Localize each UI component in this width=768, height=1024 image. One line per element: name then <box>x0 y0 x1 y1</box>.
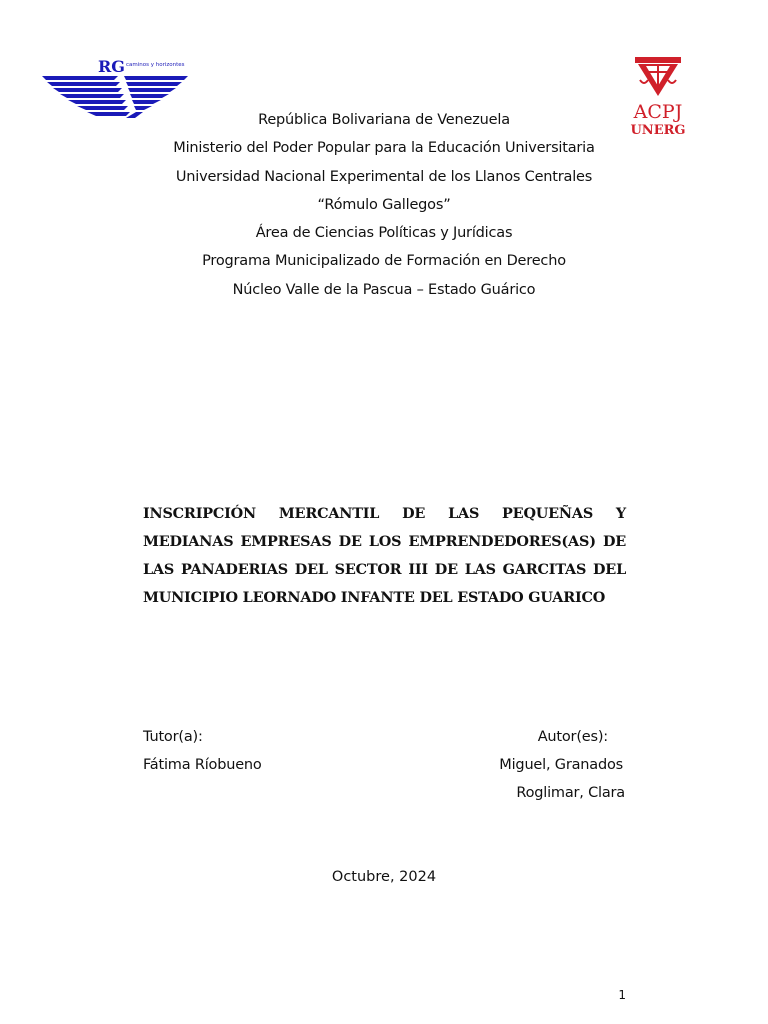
author-name: Miguel, Granados <box>499 757 623 773</box>
header-line: Programa Municipalizado de Formación en Derecho <box>202 253 566 270</box>
logo-right-text-acpj: ACPJ <box>633 101 683 123</box>
page-number: 1 <box>618 988 626 1002</box>
institution-header <box>0 106 768 304</box>
logo-left-text: caminos y horizontes <box>126 62 185 68</box>
document-title: INSCRIPCIÓN MERCANTIL DE LAS PEQUEÑAS Y MEDIANAS EMPRESAS DE LOS EMPRENDEDORES(AS) DE LAS PANADERIAS DEL SECTOR III DE LAS GARCITAS DEL MUNICIPIO LEORNADO INFANTE DEL ESTADO GUARICO <box>143 505 626 606</box>
header-line: República Bolivariana de Venezuela <box>258 112 510 128</box>
header-line: Universidad Nacional Experimental de los Llanos Centrales <box>175 168 593 185</box>
authors-label: Autor(es): <box>537 729 608 745</box>
header-line: “Rómulo Gallegos” <box>317 196 451 213</box>
header-line: Área de Ciencias Políticas y Jurídicas <box>255 225 513 242</box>
author-name: Roglimar, Clara <box>516 785 625 801</box>
logo-right-text-unerg: UNERG <box>630 123 686 138</box>
svg-text:RG: RG <box>98 57 125 76</box>
tutor-label: Tutor(a): <box>143 729 203 745</box>
header-line: Ministerio del Poder Popular para la Educación Universitaria <box>173 140 595 157</box>
header-line: Núcleo Valle de la Pascua – Estado Guárico <box>232 281 536 298</box>
tutor-name: Fátima Ríobueno <box>143 757 262 773</box>
document-date: Octubre, 2024 <box>331 869 437 885</box>
